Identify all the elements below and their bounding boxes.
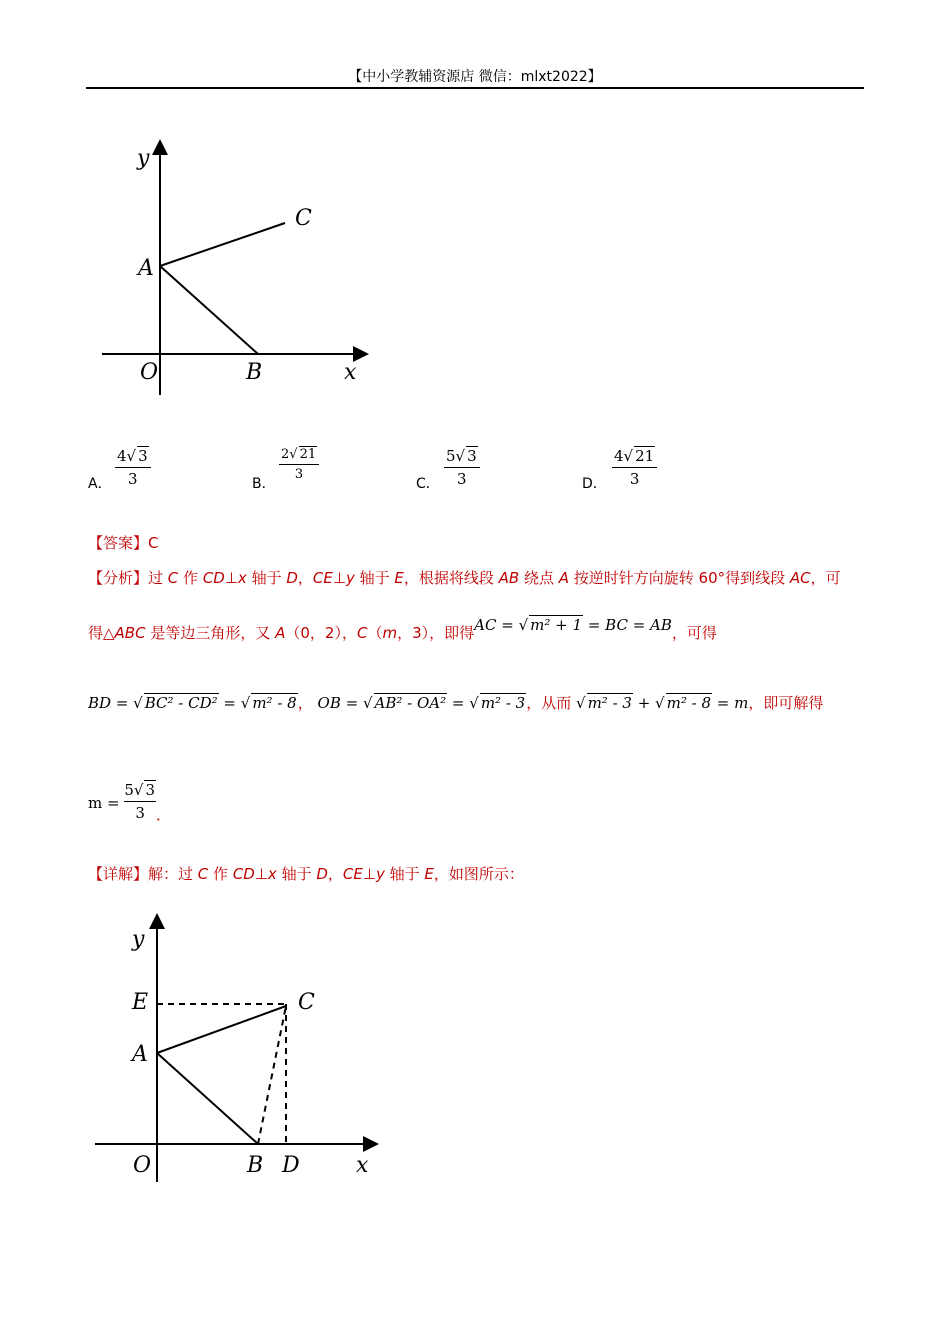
label-c: C [295,206,312,231]
label-b: B [246,360,263,385]
label-a: A [138,256,154,281]
label-a: A [132,1042,148,1067]
label-y: y [137,146,150,171]
analysis-line-2: 得△ABC 是等边三角形，又 A（0，2），C（m，3），即得AC = √ m² + 1 = BC = AB，可得 [88,616,717,642]
page-header: 【中小学教辅资源店 微信：mlxt2022】 [348,69,602,85]
eq-sum: √ m² - 3 + √ m² - 8 = m [576,694,749,712]
label-o: O [133,1153,152,1178]
eq-ac: AC = √ m² + 1 = BC = AB [474,616,672,634]
label-y: y [132,927,145,952]
m-fraction: $\frac{5√ 3}{3}$ [124,781,156,822]
figure-2 [90,910,390,1190]
segment-ab [157,1053,258,1144]
option-c-value: 5√ 3 3 [444,446,480,488]
figure-1 [90,135,390,405]
label-o: O [140,360,159,385]
segment-ab [160,266,258,354]
analysis-line-1: 【分析】过 C 作 CD⊥x 轴于 D，CE⊥y 轴于 E，根据将线段 AB 绕点 A 按逆时针方向旋转 60°得到线段 AC，可 [88,569,841,587]
segment-bc-dashed [258,1006,286,1144]
option-b-value: 2√ 21 3 [279,446,319,482]
label-x: x [356,1153,369,1178]
eq-bd: BD = √ BC² - CD² = √ m² - 8 [88,694,297,712]
label-b: B [247,1153,264,1178]
label-e: E [132,990,149,1015]
analysis-line-3: BD = √ BC² - CD² = √ m² - 8， OB = √ AB² - OA² = √ m² - 3，从而 √ m² - 3 + √ m² - 8 = m，即可解得 [88,694,824,712]
label-c: C [298,990,315,1015]
analysis-line-4: m = $\frac{5√ 3}{3}$ ． [88,781,172,824]
label-x: x [344,360,357,385]
segment-ac [160,223,285,266]
answer-line: 【答案】C [88,534,159,552]
label-d: D [282,1153,300,1178]
option-a-value: 4√ 3 3 [115,446,151,488]
detail-line: 【详解】解：过 C 作 CD⊥x 轴于 D，CE⊥y 轴于 E，如图所示： [88,865,524,883]
header-rule [86,87,864,89]
option-d-value: 4√ 21 3 [612,446,657,488]
eq-ob: OB = √ AB² - OA² = √ m² - 3 [317,694,526,712]
segment-ac [157,1006,286,1053]
